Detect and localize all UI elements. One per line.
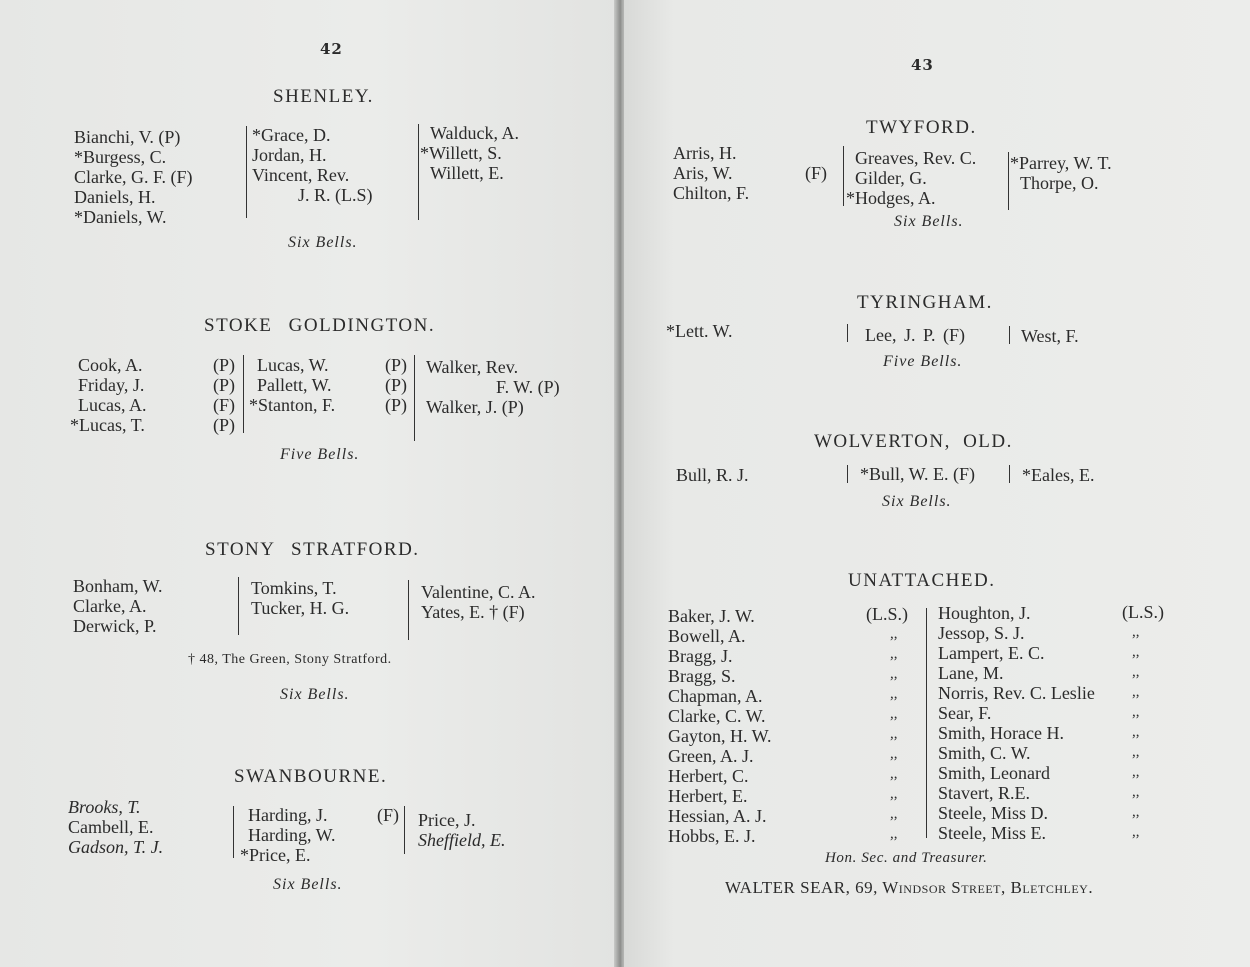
- divider: [408, 580, 409, 640]
- list-item: Derwick, P.: [73, 616, 157, 636]
- list-item: Clarke, A.: [73, 596, 147, 616]
- divider: [1009, 326, 1010, 344]
- unattached-left-names: [668, 606, 772, 846]
- list-item: Bragg, J.: [668, 646, 733, 666]
- list-item: Daniels, H.: [74, 187, 156, 207]
- divider: [418, 124, 419, 220]
- list-item: Walduck, A.: [430, 123, 520, 143]
- list-item: Smith, C. W.: [938, 743, 1031, 763]
- tyringham-col2: Lee, J. P. (F): [865, 325, 965, 345]
- mark: ,,: [890, 726, 898, 742]
- divider: [246, 126, 247, 218]
- mark: ,,: [1132, 784, 1140, 800]
- right-page: [624, 0, 1250, 967]
- list-item: Cook, A.: [78, 355, 143, 375]
- list-item: Gadson, T. J.: [68, 837, 164, 857]
- list-item: Chilton, F.: [673, 183, 750, 203]
- list-item: *Hodges, A.: [846, 188, 936, 208]
- list-item: *Lucas, T.: [70, 415, 145, 435]
- list-item: Bragg, S.: [668, 666, 736, 686]
- stoke-col3: [426, 357, 560, 417]
- mark: ,,: [1132, 824, 1140, 840]
- mark: ,,: [1132, 724, 1140, 740]
- list-item: Vincent, Rev.: [252, 165, 350, 185]
- list-item: Stavert, R.E.: [938, 783, 1030, 803]
- list-item: Sheffield, E.: [418, 830, 506, 850]
- divider: [843, 146, 844, 206]
- list-item: Arris, H.: [673, 143, 737, 163]
- list-item: Walker, Rev.: [426, 357, 519, 377]
- list-item: Tomkins, T.: [251, 578, 337, 598]
- divider: [926, 608, 927, 838]
- mark: (P): [385, 375, 407, 395]
- bells-note: Five Bells.: [883, 353, 963, 370]
- twyford-col1: [673, 143, 749, 203]
- mark: (F): [213, 395, 235, 415]
- mark: ,,: [890, 686, 898, 702]
- shenley-col3: [420, 123, 519, 183]
- list-item: *Stanton, F.: [249, 395, 336, 415]
- list-item: *Burgess, C.: [74, 147, 167, 167]
- divider: [847, 324, 848, 342]
- mark: ,,: [1132, 644, 1140, 660]
- section-title-stoke-goldington: STOKE GOLDINGTON.: [204, 315, 436, 336]
- page-number: 42: [320, 40, 343, 58]
- list-item: Smith, Leonard: [938, 763, 1050, 783]
- list-item: Cambell, E.: [68, 817, 154, 837]
- list-item: Thorpe, O.: [1020, 173, 1099, 193]
- divider: [243, 355, 244, 433]
- mark: ,,: [1132, 624, 1140, 640]
- bells-note: Six Bells.: [273, 876, 343, 893]
- divider: [404, 806, 405, 854]
- list-item: Herbert, E.: [668, 786, 748, 806]
- mark: ,,: [1132, 704, 1140, 720]
- section-title-tyringham: TYRINGHAM.: [857, 292, 993, 313]
- list-item: Jessop, S. J.: [938, 623, 1025, 643]
- mark: (L.S.): [866, 604, 908, 624]
- mark: ,,: [890, 806, 898, 822]
- list-item: Lucas, W.: [257, 355, 329, 375]
- divider: [847, 465, 848, 483]
- wolverton-col3: *Eales, E.: [1022, 465, 1095, 485]
- mark: ,,: [1132, 684, 1140, 700]
- mark: (P): [213, 355, 235, 375]
- mark: (P): [213, 415, 235, 435]
- swanbourne-col3: [418, 810, 505, 850]
- list-item: Herbert, C.: [668, 766, 749, 786]
- list-item: Houghton, J.: [938, 603, 1031, 623]
- section-title-wolverton-old: WOLVERTON, OLD.: [814, 431, 1013, 452]
- twyford-col3: [1010, 153, 1112, 193]
- bells-note: Six Bells.: [288, 234, 358, 251]
- list-item: Steele, Miss E.: [938, 823, 1046, 843]
- mark: ,,: [890, 746, 898, 762]
- twyford-col1-marks: [805, 163, 827, 183]
- mark: ,,: [890, 626, 898, 642]
- stoke-col1-marks: [213, 355, 235, 435]
- mark: ,,: [1132, 664, 1140, 680]
- hon-sec-caption: Hon. Sec. and Treasurer.: [825, 850, 988, 866]
- list-item: Aris, W.: [673, 163, 733, 183]
- mark: ,,: [1132, 744, 1140, 760]
- divider: [238, 577, 239, 635]
- list-item: *Parrey, W. T.: [1010, 153, 1112, 173]
- list-item: *Grace, D.: [252, 125, 331, 145]
- mark: ,,: [890, 786, 898, 802]
- list-item: Walker, J. (P): [426, 397, 524, 417]
- bells-note: Five Bells.: [280, 446, 360, 463]
- list-item: Harding, W.: [248, 825, 336, 845]
- list-item: Smith, Horace H.: [938, 723, 1064, 743]
- list-item: Chapman, A.: [668, 686, 763, 706]
- divider: [233, 806, 234, 858]
- list-item: Price, J.: [418, 810, 476, 830]
- list-item: Gilder, G.: [855, 168, 927, 188]
- section-title-stony-stratford: STONY STRATFORD.: [205, 539, 420, 560]
- unattached-right-marks: [1122, 602, 1164, 842]
- left-page: [0, 0, 618, 967]
- list-item: Clarke, G. F. (F): [74, 167, 193, 187]
- section-title-unattached: UNATTACHED.: [848, 570, 996, 591]
- stoke-col1: [70, 355, 146, 435]
- swanbourne-col2-marks: [377, 805, 399, 825]
- mark: (P): [213, 375, 235, 395]
- list-item: Lane, M.: [938, 663, 1004, 683]
- section-title-swanbourne: SWANBOURNE.: [234, 766, 388, 787]
- list-item: Friday, J.: [78, 375, 145, 395]
- list-item: Jordan, H.: [252, 145, 327, 165]
- divider: [1008, 152, 1009, 210]
- list-item: Clarke, C. W.: [668, 706, 766, 726]
- mark: ,,: [1132, 804, 1140, 820]
- list-item: Valentine, C. A.: [421, 582, 536, 602]
- address-line: WALTER SEAR, 69, Windsor Street, Bletchley.: [725, 878, 1094, 897]
- list-item: Bianchi, V. (P): [74, 127, 181, 147]
- bells-note: Six Bells.: [882, 493, 952, 510]
- divider: [1009, 465, 1010, 483]
- mark: (P): [385, 355, 407, 375]
- tyringham-col1: *Lett. W.: [666, 321, 733, 341]
- stony-col2: [251, 578, 349, 618]
- mark: (L.S.): [1122, 602, 1164, 622]
- stony-col3: [421, 582, 536, 622]
- list-item: Gayton, H. W.: [668, 726, 772, 746]
- section-title-shenley: SHENLEY.: [273, 86, 374, 107]
- list-item: Sear, F.: [938, 703, 992, 723]
- unattached-left-marks: [866, 604, 908, 844]
- twyford-col2: [846, 148, 976, 208]
- list-item: Baker, J. W.: [668, 606, 755, 626]
- list-item: Hessian, A. J.: [668, 806, 767, 826]
- list-item: Hobbs, E. J.: [668, 826, 756, 846]
- stony-col1: [73, 576, 163, 636]
- wolverton-col1: Bull, R. J.: [676, 465, 749, 485]
- list-item: *Willett, S.: [420, 143, 502, 163]
- list-item: F. W. (P): [496, 377, 560, 397]
- divider: [414, 355, 415, 441]
- section-title-twyford: TWYFORD.: [866, 117, 977, 138]
- unattached-right-names: [938, 603, 1095, 843]
- mark: ,,: [890, 706, 898, 722]
- list-item: Yates, E. † (F): [421, 602, 525, 622]
- list-item: J. R. (L.S): [298, 185, 373, 205]
- mark: ,,: [1132, 764, 1140, 780]
- list-item: Bonham, W.: [73, 576, 163, 596]
- mark: ,,: [890, 826, 898, 842]
- bells-note: Six Bells.: [280, 686, 350, 703]
- page-number: 43: [911, 56, 934, 74]
- list-item: Steele, Miss D.: [938, 803, 1048, 823]
- swanbourne-col1: [68, 797, 163, 857]
- list-item: Brooks, T.: [68, 797, 141, 817]
- mark: (F): [377, 805, 399, 825]
- mark: (P): [385, 395, 407, 415]
- mark: ,,: [890, 666, 898, 682]
- list-item: Pallett, W.: [257, 375, 332, 395]
- list-item: Lampert, E. C.: [938, 643, 1045, 663]
- list-item: *Price, E.: [240, 845, 311, 865]
- list-item: Norris, Rev. C. Leslie: [938, 683, 1095, 703]
- mark: ,,: [890, 766, 898, 782]
- stoke-col2: [249, 355, 335, 415]
- shenley-col1: [74, 127, 193, 227]
- shenley-col2: [252, 125, 373, 205]
- list-item: Willett, E.: [430, 163, 504, 183]
- list-item: *Daniels, W.: [74, 207, 167, 227]
- swanbourne-col2: [240, 805, 336, 865]
- footnote: † 48, The Green, Stony Stratford.: [188, 652, 392, 667]
- list-item: Bowell, A.: [668, 626, 746, 646]
- wolverton-col2: *Bull, W. E. (F): [860, 464, 976, 484]
- list-item: Greaves, Rev. C.: [855, 148, 977, 168]
- tyringham-col3: West, F.: [1021, 326, 1079, 346]
- stoke-col2-marks: [385, 355, 407, 415]
- bells-note: Six Bells.: [894, 213, 964, 230]
- list-item: Harding, J.: [248, 805, 328, 825]
- list-item: Lucas, A.: [78, 395, 147, 415]
- mark: (F): [805, 163, 827, 183]
- list-item: Tucker, H. G.: [251, 598, 350, 618]
- list-item: Green, A. J.: [668, 746, 754, 766]
- mark: ,,: [890, 646, 898, 662]
